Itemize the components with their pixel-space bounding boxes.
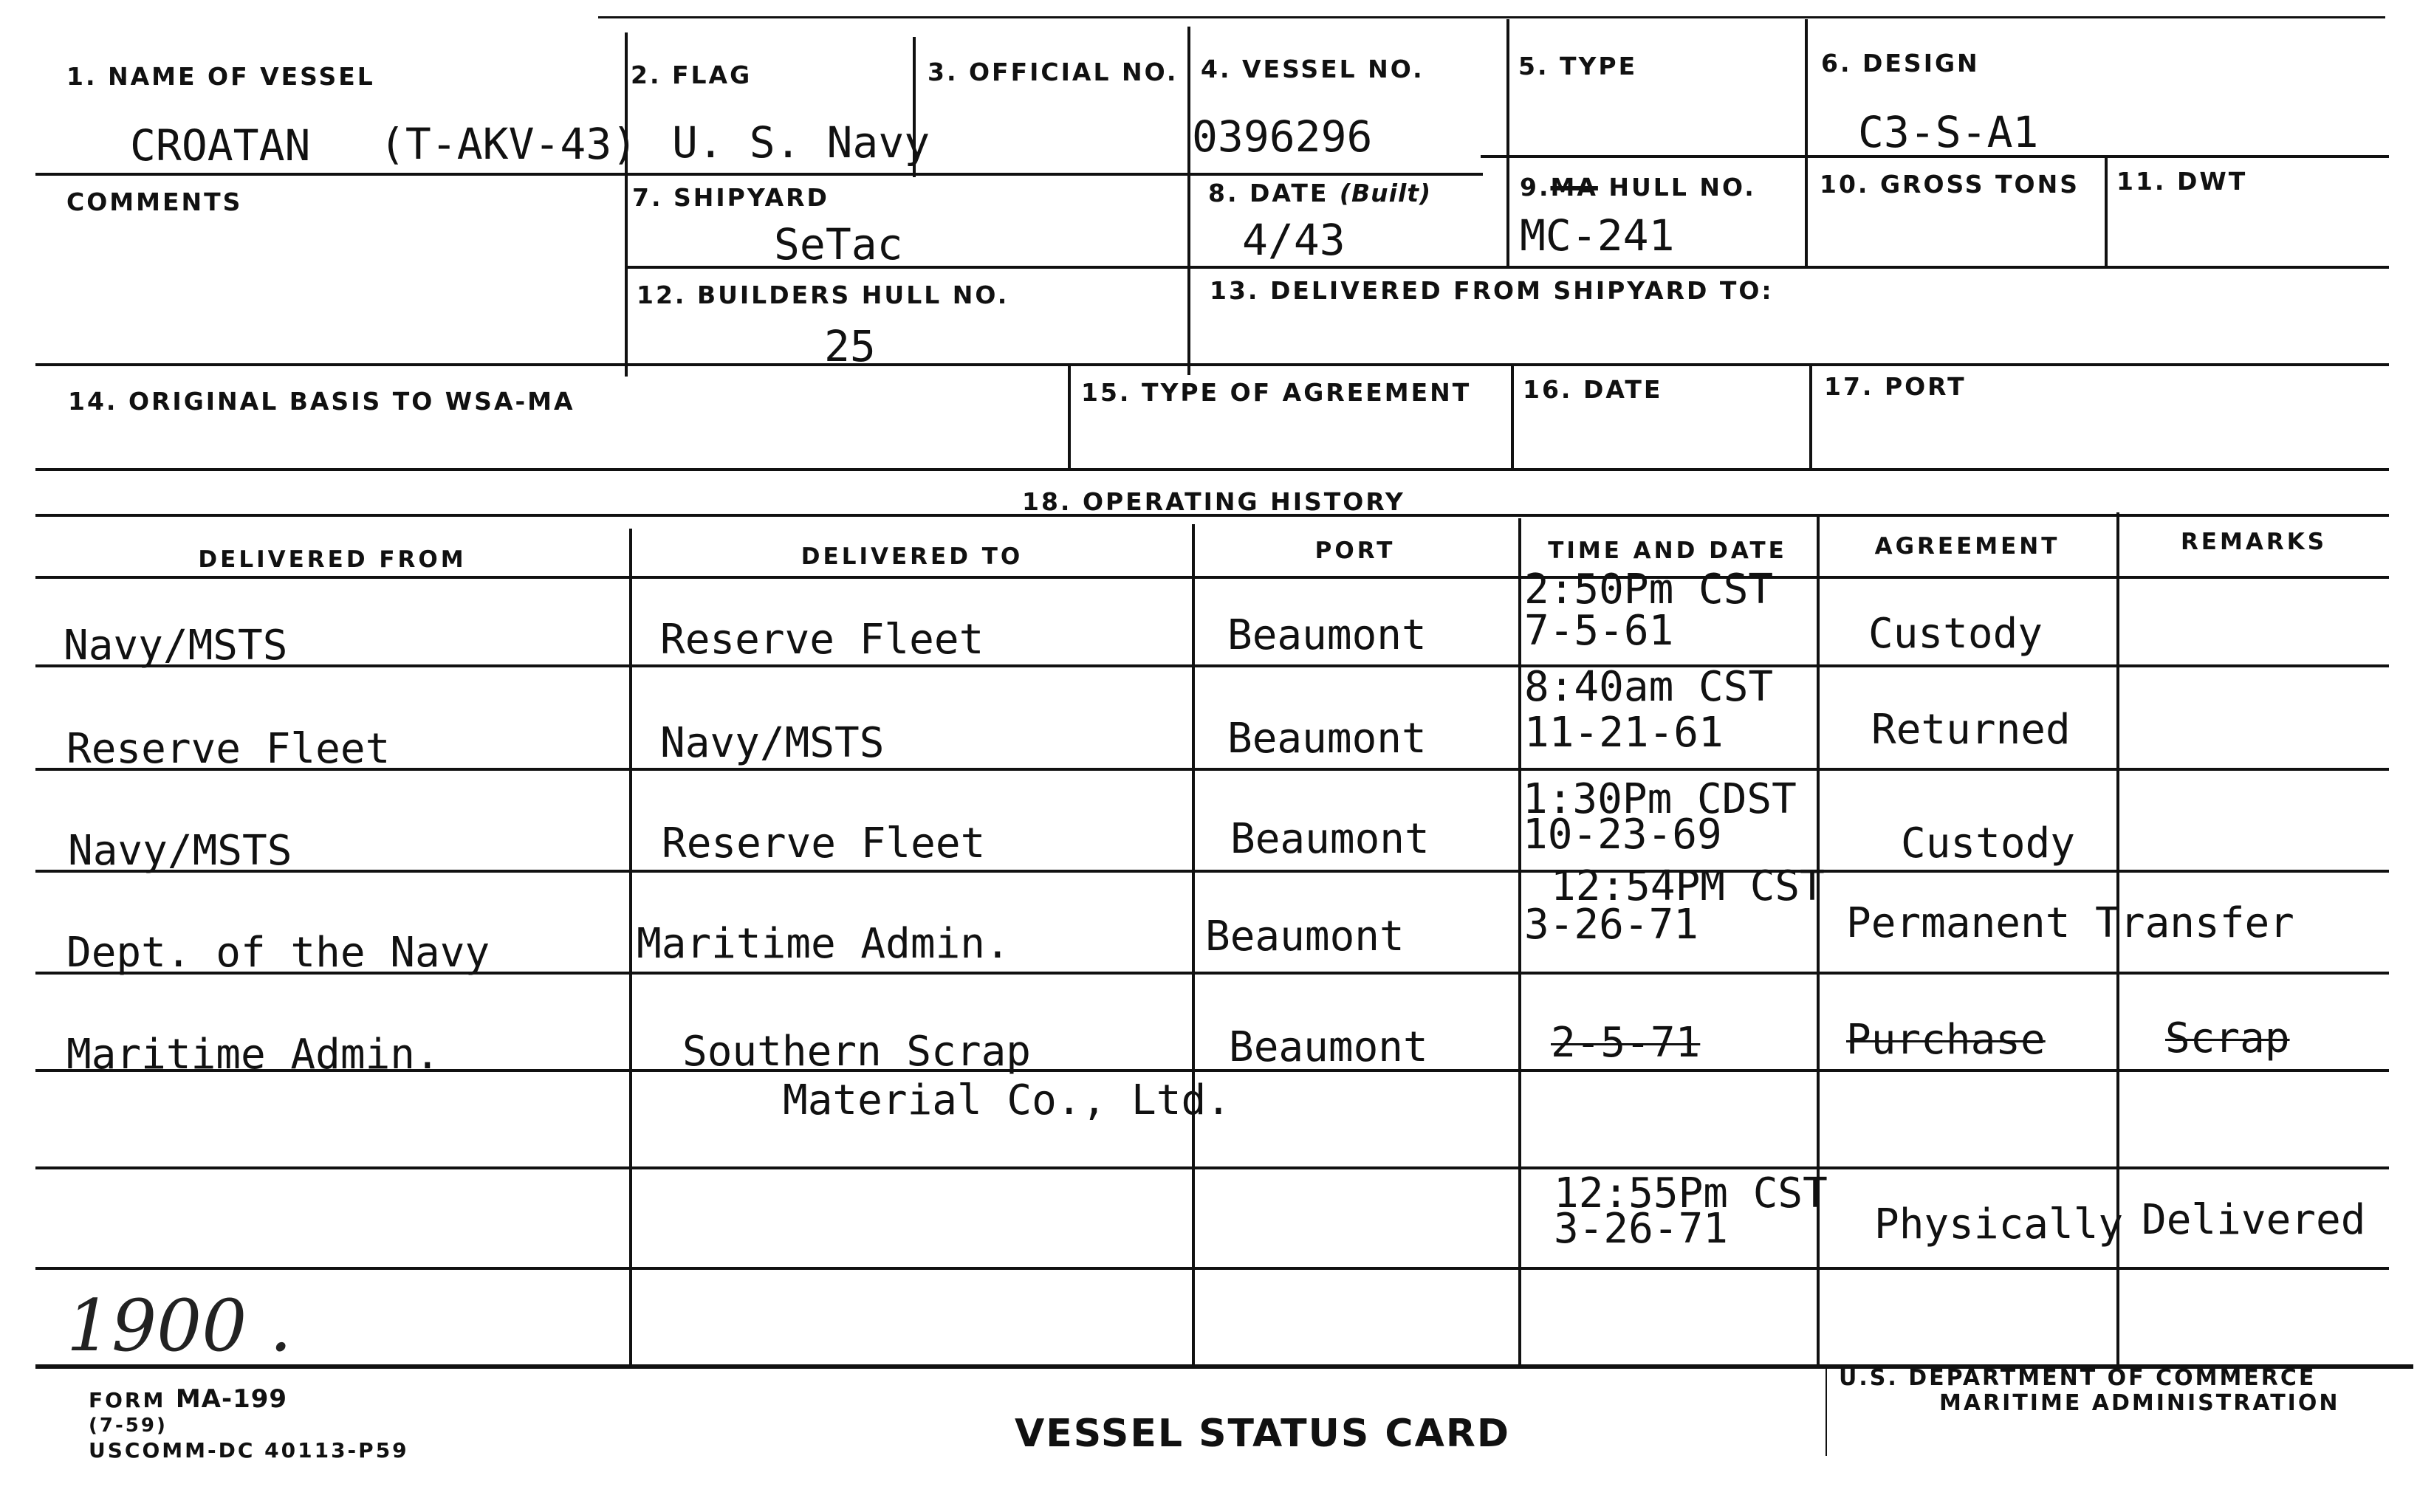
row2-delivered-to: Navy/MSTS xyxy=(660,719,885,767)
label-dwt: 11. DWT xyxy=(2116,167,2248,196)
hull-no-value: MC-241 xyxy=(1520,210,1675,261)
design-value: C3-S-A1 xyxy=(1858,107,2039,157)
handwritten-note: 1900 . xyxy=(66,1285,292,1367)
label-builders-hull-no: 12. BUILDERS HULL NO. xyxy=(637,281,1009,309)
rule-history-header-bottom xyxy=(35,576,2389,579)
row2-date: 11-21-61 xyxy=(1524,709,1724,757)
row1-agreement: Custody xyxy=(1868,610,2043,658)
row1-port: Beaumont xyxy=(1227,611,1427,659)
col-header-time-and-date: TIME AND DATE xyxy=(1548,537,1787,564)
dept-line-1: U.S. DEPARTMENT OF COMMERCE xyxy=(1839,1365,2317,1391)
row3-port: Beaumont xyxy=(1230,815,1430,863)
label-shipyard: 7. SHIPYARD xyxy=(632,183,829,212)
row5-delivered-from: Maritime Admin. xyxy=(66,1031,440,1079)
history-title: 18. OPERATING HISTORY xyxy=(1022,487,1405,516)
label-hull-struck-text: MA xyxy=(1550,173,1598,202)
row3-delivered-from: Navy/MSTS xyxy=(68,827,292,875)
row4-delivered-to: Maritime Admin. xyxy=(637,920,1010,968)
print-code: USCOMM-DC 40113-P59 xyxy=(89,1438,409,1463)
row2-delivered-from: Reserve Fleet xyxy=(66,725,391,773)
vessel-no-value: 0396296 xyxy=(1192,111,1373,162)
row7-time: 12:55Pm CST xyxy=(1554,1169,1828,1217)
form-code: MA-199 xyxy=(175,1384,288,1414)
row4-port: Beaumont xyxy=(1205,913,1405,961)
col-header-remarks: REMARKS xyxy=(2180,529,2328,555)
card-top-edge xyxy=(598,16,2385,18)
rule-col-type xyxy=(1506,19,1509,267)
row1-date: 7-5-61 xyxy=(1524,607,1674,655)
label-hull-no xyxy=(1520,173,1756,202)
col-header-agreement: AGREEMENT xyxy=(1874,533,2060,560)
row3-date: 10-23-69 xyxy=(1523,811,1722,859)
row4-date: 3-26-71 xyxy=(1524,901,1699,949)
row5-delivered-to: Southern Scrap xyxy=(682,1028,1032,1076)
rule-col-date16 xyxy=(1511,365,1514,468)
label-design: 6. DESIGN xyxy=(1821,49,1980,78)
rule-row1-bottom-left xyxy=(35,173,1483,176)
rule-row3-bottom xyxy=(35,363,2389,366)
label-gross-tons: 10. GROSS TONS xyxy=(1820,170,2080,199)
label-type: 5. TYPE xyxy=(1518,52,1638,80)
label-date-text: 8. DATE xyxy=(1208,179,1329,207)
row7-agreement: Physically xyxy=(1874,1200,2124,1248)
rule-history-row1-bottom xyxy=(35,664,2389,667)
shipyard-value: SeTac xyxy=(774,219,903,269)
label-official-no: 3. OFFICIAL NO. xyxy=(928,58,1179,86)
rule-col-vessel xyxy=(1187,27,1190,375)
row2-port: Beaumont xyxy=(1227,715,1427,763)
row5-port: Beaumont xyxy=(1229,1023,1428,1071)
row1-time: 2:50Pm CST xyxy=(1524,566,1774,614)
rule-history-row3-bottom xyxy=(35,870,2389,873)
row7-date: 3-26-71 xyxy=(1554,1205,1729,1253)
label-delivered-from-shipyard: 13. DELIVERED FROM SHIPYARD TO: xyxy=(1210,276,1774,305)
vessel-designation: (T-AKV-43) xyxy=(380,119,638,169)
row1-delivered-to: Reserve Fleet xyxy=(660,616,984,664)
rule-hist-col1 xyxy=(629,529,632,1366)
rule-col-design xyxy=(1805,19,1808,267)
rule-col-agreement15 xyxy=(1068,365,1071,468)
rule-col-dwt xyxy=(2105,155,2108,267)
row4-agreement: Permanent Transfer xyxy=(1846,899,2294,947)
label-flag: 2. FLAG xyxy=(631,61,753,89)
row2-time: 8:40am CST xyxy=(1524,663,1774,711)
dept-line-2: MARITIME ADMINISTRATION xyxy=(1939,1390,2340,1416)
label-hull-number-prefix: 9. xyxy=(1520,173,1551,202)
col-header-port: PORT xyxy=(1314,537,1396,564)
row2-agreement: Returned xyxy=(1871,706,2071,754)
row3-agreement: Custody xyxy=(1901,819,2076,867)
label-port-17: 17. PORT xyxy=(1824,372,1967,401)
label-vessel-no: 4. VESSEL NO. xyxy=(1201,55,1425,83)
label-type-of-agreement: 15. TYPE OF AGREEMENT xyxy=(1081,378,1472,407)
rule-footer-divider xyxy=(1826,1367,1827,1456)
col-header-delivered-to: DELIVERED TO xyxy=(801,543,1024,570)
rule-hist-col4 xyxy=(1817,515,1820,1366)
row5-remarks: Scrap xyxy=(2165,1014,2290,1062)
row3-delivered-to: Reserve Fleet xyxy=(662,819,986,867)
row6-delivered-to: Material Co., Ltd. xyxy=(783,1076,1231,1124)
rule-col-flag xyxy=(625,32,628,377)
rule-hist-col2 xyxy=(1192,524,1195,1366)
row1-delivered-from: Navy/MSTS xyxy=(64,622,288,670)
row5-date: 2-5-71 xyxy=(1551,1019,1701,1067)
label-name-of-vessel: 1. NAME OF VESSEL xyxy=(66,62,375,91)
form-number xyxy=(89,1386,287,1413)
col-header-delivered-from: DELIVERED FROM xyxy=(198,546,467,573)
label-date-16: 16. DATE xyxy=(1523,375,1663,404)
row5-agreement: Purchase xyxy=(1846,1016,2046,1064)
form-date: (7-59) xyxy=(89,1415,168,1437)
form-word: FORM xyxy=(89,1388,166,1412)
row4-delivered-from: Dept. of the Navy xyxy=(66,929,490,977)
label-date-built xyxy=(1208,179,1431,207)
rule-hist-col3 xyxy=(1518,518,1521,1366)
label-hull-text: HULL NO. xyxy=(1608,173,1756,202)
row4-time: 12:54PM CST xyxy=(1551,862,1825,910)
row3-time: 1:30Pm CDST xyxy=(1523,775,1797,823)
flag-value: U. S. Navy xyxy=(672,117,930,168)
date-built-value: 4/43 xyxy=(1242,215,1345,265)
rule-row4-bottom xyxy=(35,468,2389,471)
rule-history-row7-bottom xyxy=(35,1267,2389,1270)
vessel-name: CROATAN xyxy=(130,120,311,171)
card-title: VESSEL STATUS CARD xyxy=(1015,1412,1511,1456)
builders-hull-no-value: 25 xyxy=(824,321,876,371)
label-original-basis: 14. ORIGINAL BASIS TO WSA-MA xyxy=(68,387,575,416)
row7-remarks: Delivered xyxy=(2142,1196,2366,1244)
label-comments: COMMENTS xyxy=(66,188,243,216)
label-date-note: (Built) xyxy=(1339,179,1432,207)
rule-col-port17 xyxy=(1809,365,1812,468)
rule-history-row6-bottom xyxy=(35,1166,2389,1169)
